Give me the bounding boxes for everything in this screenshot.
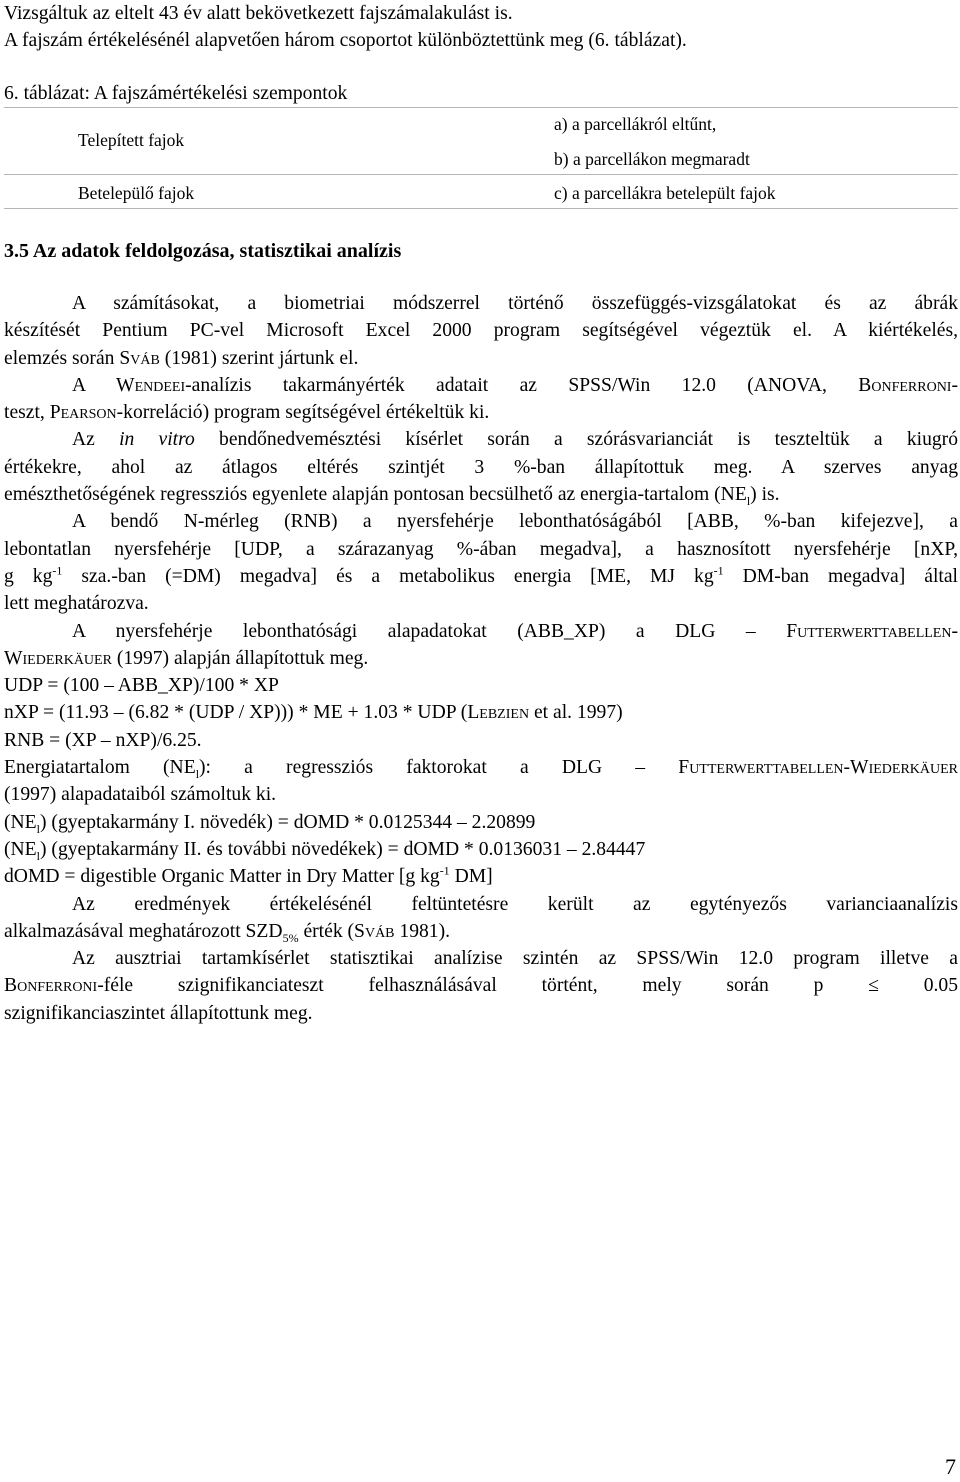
p2-line-2 xyxy=(4,399,958,426)
p4-line-4: lett meghatározva. xyxy=(4,593,149,615)
text-run: bendőnedvemésztési kísérlet során a szórásvarianciát is teszteltük a kiugró xyxy=(194,429,958,451)
subscript: l xyxy=(36,848,40,863)
table-top-rule xyxy=(4,107,958,108)
text-run: et al. 1997) xyxy=(529,702,623,724)
text-run: DM-ban megadva] által xyxy=(723,565,958,587)
small-caps-author: váb xyxy=(364,920,395,942)
small-caps-author: iederkäuer xyxy=(868,757,958,779)
text-run: -féle szignifikanciateszt felhasználásával történt, mely során p xyxy=(97,975,869,997)
table-bottom-rule xyxy=(4,208,958,209)
species-table xyxy=(4,107,958,209)
intro-line-1: Vizsgáltuk az eltelt 43 év alatt bekövetkezett fajszámalakulást is. xyxy=(4,3,513,24)
formula-nxp xyxy=(4,699,958,726)
table-cell-installed: Telepített fajok xyxy=(78,130,185,150)
less-equal-symbol: ≤ xyxy=(868,975,879,997)
small-caps-author: earson xyxy=(60,402,117,424)
small-caps-author: váb xyxy=(130,347,160,369)
superscript: -1 xyxy=(713,563,724,578)
text-run: DM] xyxy=(449,866,493,888)
text-run: teszt, P xyxy=(4,402,61,424)
p7-line-2 xyxy=(4,972,958,999)
p4-line-2: lebontatlan nyersfehérje [UDP, a szárazanyag %-ában megadva], a hasznosított nyersfehérje [nXP, xyxy=(4,538,958,560)
text-run: - xyxy=(951,620,958,642)
text-run: elemzés során S xyxy=(4,347,131,369)
formula-energy-line-2: (1997) alapadataiból számoltuk ki. xyxy=(4,784,277,806)
p3-line-3 xyxy=(4,481,958,508)
text-run: 1981). xyxy=(394,920,451,942)
p4-line-3 xyxy=(4,563,958,590)
text-run: A W xyxy=(72,374,135,396)
formula-rnb: RNB = (XP – nXP)/6.25. xyxy=(4,729,202,751)
table-cell-settling: Betelepülő fajok xyxy=(78,183,195,203)
p4-line-1: A bendő N-mérleg (RNB) a nyersfehérje lebonthatóságából [ABB, %-ban kifejezve], a xyxy=(72,511,958,533)
p7-line-1: Az ausztriai tartamkísérlet statisztikai analízise szintén az SPSS/Win 12.0 program illetve a xyxy=(72,948,958,970)
text-run: g kg xyxy=(4,565,53,587)
table-cell-option-c: c) a parcellákra betelepült fajok xyxy=(554,183,776,203)
p1-line-3 xyxy=(4,345,958,372)
table-caption: 6. táblázat: A fajszámértékelési szempontok xyxy=(4,83,348,104)
formula-domd xyxy=(4,863,958,890)
text-run: -analízis takarmányérték adatait az SPSS/Win 12.0 (ANOVA, B xyxy=(185,374,872,396)
table-cell-option-a: a) a parcellákról eltűnt, xyxy=(554,114,717,134)
text-run: (1997) alapján állapítottuk meg. xyxy=(111,647,369,669)
formula-energy-line-1 xyxy=(4,754,958,781)
page-number: 7 xyxy=(945,1454,956,1479)
text-run: emészthetőségének regressziós egyenlete alapján pontosan becsülhető az energia-tartalom (NE xyxy=(4,484,747,506)
text-run: Az xyxy=(72,429,120,451)
p5-line-1 xyxy=(4,618,958,645)
italic-term: in vitro xyxy=(119,429,195,451)
p6-line-2 xyxy=(4,918,958,945)
p1-line-2: készítését Pentium PC-vel Microsoft Excel 2000 program segítségével végeztük el. A kiértékelés, xyxy=(4,320,958,342)
small-caps-author: iederkäuer xyxy=(22,647,112,669)
superscript: -1 xyxy=(52,563,63,578)
p7-line-3: szignifikanciaszintet állapítottunk meg. xyxy=(4,1002,313,1024)
text-run: Energiatartalom (NE xyxy=(4,757,196,779)
section-body xyxy=(4,290,958,1027)
text-run: 0.05 xyxy=(878,975,958,997)
intro-paragraph xyxy=(4,0,687,55)
table-cell-option-b: b) a parcellákon megmaradt xyxy=(554,149,750,169)
superscript: -1 xyxy=(439,863,450,878)
small-caps-author: utterwerttabellen xyxy=(797,620,952,642)
p2-line-1 xyxy=(4,372,958,399)
text-run: (1981) szerint jártunk el. xyxy=(159,347,359,369)
subscript: 5% xyxy=(282,930,299,945)
formula-udp: UDP = (100 – ABB_XP)/100 * XP xyxy=(4,675,279,697)
subscript: l xyxy=(36,821,40,836)
subscript: l xyxy=(195,766,200,781)
text-run: A nyersfehérje lebonthatósági alapadatokat (ABB_XP) a DLG – F xyxy=(72,620,798,642)
text-run: ) (gyeptakarmány I. növedék) = dOMD * 0.0125344 – 2.20899 xyxy=(40,811,536,833)
text-run: nXP = (11.93 – (6.82 * (UDP / XP))) * ME + 1.03 * UDP (L xyxy=(4,702,480,724)
text-run: ) (gyeptakarmány II. és további növedékek) = dOMD * 0.0136031 – 2.84447 xyxy=(40,838,646,860)
small-caps-author: endeei xyxy=(134,374,186,396)
text-run: - xyxy=(951,374,958,396)
p6-line-1: Az eredmények értékelésénél feltüntetésre került az egytényezős varianciaanalízis xyxy=(72,893,958,915)
text-run: ) is. xyxy=(750,484,780,506)
text-run: -W xyxy=(843,757,869,779)
small-caps-author: utterwerttabellen xyxy=(689,757,844,779)
p3-line-1 xyxy=(4,426,958,453)
formula-ne-1 xyxy=(4,809,958,836)
p5-line-2 xyxy=(4,645,958,672)
p3-line-2: értékekre, ahol az átlagos eltérés szintjét 3 %-ban állapítottuk meg. A szerves anyag xyxy=(4,456,958,478)
small-caps-author: onferroni xyxy=(871,374,952,396)
text-run: ): a regressziós faktorokat a DLG – F xyxy=(199,757,690,779)
text-run: (NE xyxy=(4,811,37,833)
subscript: l xyxy=(746,493,751,508)
p1-line-1: A számításokat, a biometriai módszerrel történő összefüggés-vizsgálatokat és az ábrák xyxy=(72,293,958,314)
formula-ne-2 xyxy=(4,836,958,863)
text-run: (NE xyxy=(4,838,37,860)
text-run: B xyxy=(4,975,18,997)
text-run: dOMD = digestible Organic Matter in Dry Matter [g kg xyxy=(4,866,440,888)
intro-line-2: A fajszám értékelésénél alapvetően három csoportot különböztettünk meg (6. táblázat). xyxy=(4,30,687,52)
text-run: -korreláció) program segítségével értékeltük ki. xyxy=(116,402,490,424)
text-run: sza.-ban (=DM) megadva] és a metabolikus energia [ME, MJ kg xyxy=(62,565,714,587)
text-run: alkalmazásával meghatározott SZD xyxy=(4,920,283,942)
small-caps-author: onferroni xyxy=(17,975,98,997)
text-run: W xyxy=(4,647,23,669)
table-middle-rule xyxy=(4,174,958,175)
section-heading: 3.5 Az adatok feldolgozása, statisztikai analízis xyxy=(4,240,402,262)
text-run: érték (S xyxy=(298,920,365,942)
small-caps-author: ebzien xyxy=(479,702,530,724)
